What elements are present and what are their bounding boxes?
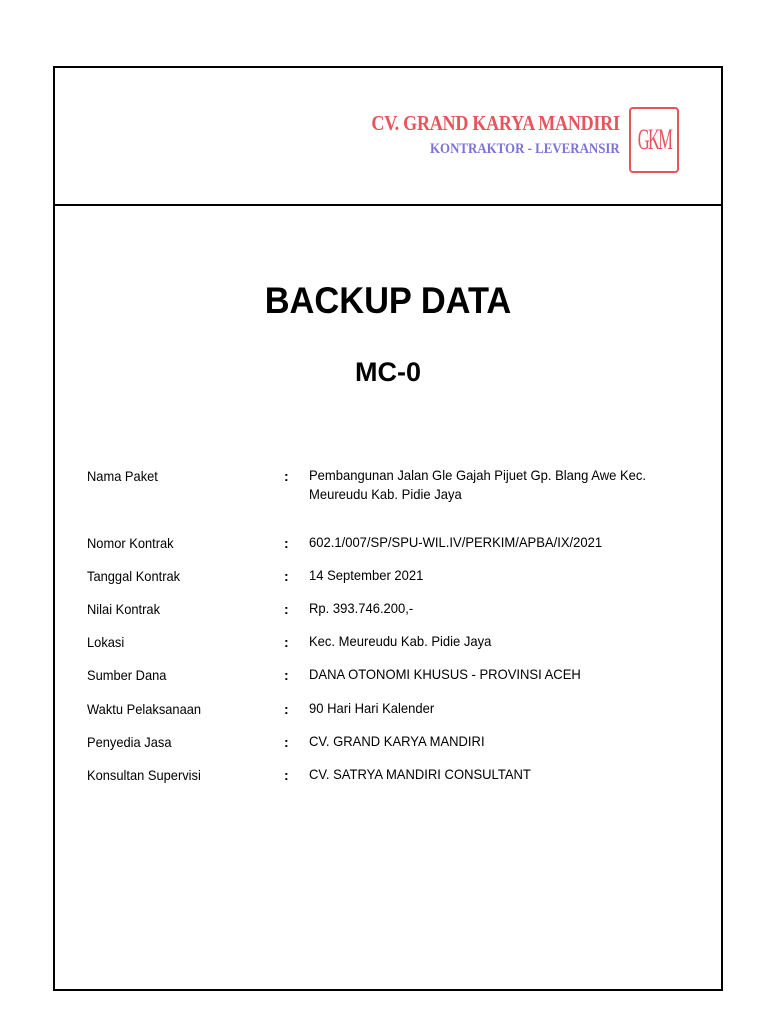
detail-value: 14 September 2021 [309, 567, 424, 583]
company-tagline: KONTRAKTOR - LEVERANSIR [430, 141, 620, 157]
detail-colon: : [284, 634, 289, 650]
detail-label: Sumber Dana [87, 667, 167, 683]
document-frame [53, 66, 723, 991]
detail-label: Penyedia Jasa [87, 734, 172, 750]
company-name: CV. GRAND KARYA MANDIRI [371, 111, 620, 135]
detail-value: 90 Hari Hari Kalender [309, 700, 435, 716]
detail-colon: : [284, 734, 289, 750]
detail-colon: : [284, 701, 289, 717]
detail-label: Waktu Pelaksanaan [87, 701, 202, 717]
detail-colon: : [284, 601, 289, 617]
detail-colon: : [284, 667, 289, 683]
detail-value: CV. SATRYA MANDIRI CONSULTANT [309, 766, 531, 782]
logo-text: GKM [637, 123, 671, 156]
document-header [55, 68, 721, 206]
company-block [331, 111, 620, 158]
detail-label: Nilai Kontrak [87, 601, 161, 617]
detail-value: 602.1/007/SP/SPU-WIL.IV/PERKIM/APBA/IX/2021 [309, 534, 603, 550]
detail-colon: : [284, 767, 289, 783]
detail-colon: : [284, 468, 289, 484]
document-subtitle: MC-0 [355, 357, 421, 387]
detail-value: Rp. 393.746.200,- [309, 600, 414, 616]
detail-label: Konsultan Supervisi [87, 767, 201, 783]
detail-label: Tanggal Kontrak [87, 568, 181, 584]
detail-value: DANA OTONOMI KHUSUS - PROVINSI ACEH [309, 666, 581, 682]
detail-label: Lokasi [87, 634, 125, 650]
company-logo [629, 107, 679, 173]
detail-colon: : [284, 535, 289, 551]
detail-value: Kec. Meureudu Kab. Pidie Jaya [309, 633, 492, 649]
detail-colon: : [284, 568, 289, 584]
detail-value: Pembangunan Jalan Gle Gajah Pijuet Gp. Blang Awe Kec. Meureudu Kab. Pidie Jaya [309, 467, 647, 502]
document-title: BACKUP DATA [264, 280, 512, 321]
detail-value: CV. GRAND KARYA MANDIRI [309, 733, 485, 749]
detail-label: Nomor Kontrak [87, 535, 174, 551]
detail-label: Nama Paket [87, 468, 158, 484]
